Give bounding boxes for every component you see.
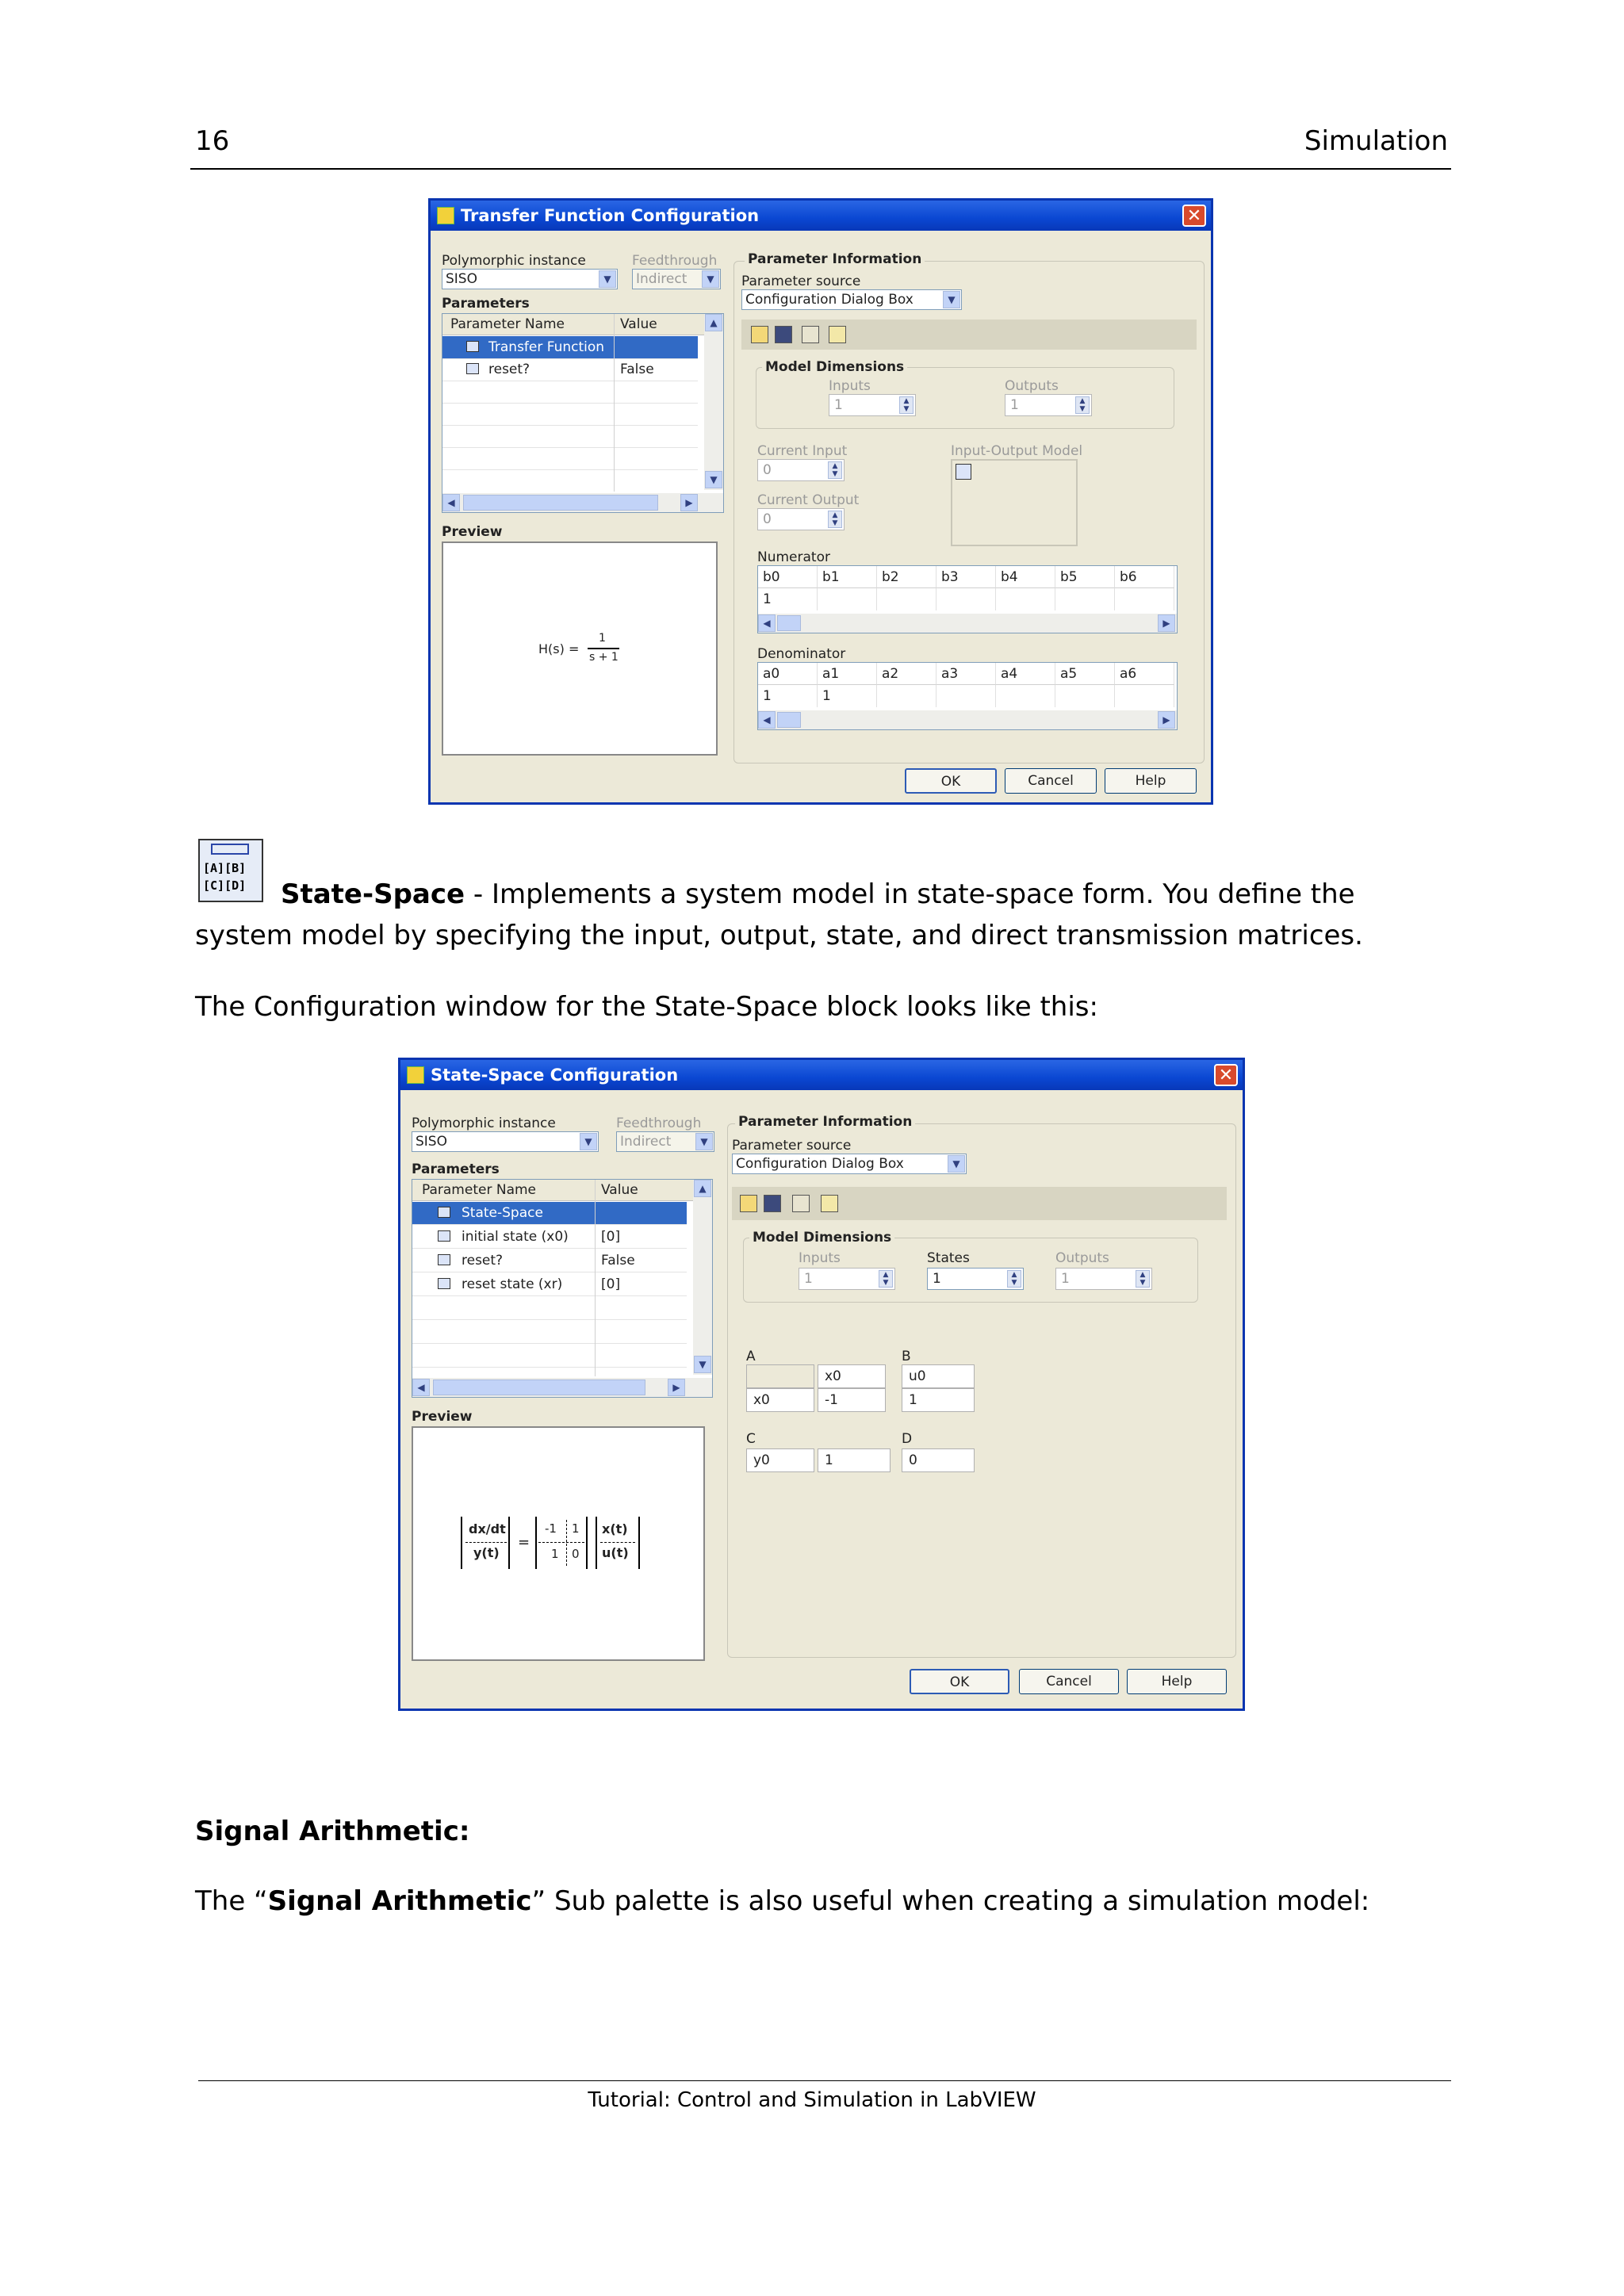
matrix-c-value[interactable]: 1 bbox=[818, 1448, 891, 1472]
numerator-coefficient-cell[interactable] bbox=[996, 588, 1055, 610]
table-row bbox=[412, 1297, 687, 1320]
open-folder-icon[interactable] bbox=[751, 326, 768, 343]
numerator-coefficient-cell[interactable] bbox=[818, 588, 877, 610]
save-icon[interactable] bbox=[775, 326, 792, 343]
denominator-coefficient-cell[interactable] bbox=[877, 685, 936, 707]
table-row bbox=[442, 447, 698, 470]
polymorphic-value: SISO bbox=[416, 1134, 447, 1150]
chevron-down-icon[interactable]: ▼ bbox=[943, 291, 960, 308]
parameter-source-value: Configuration Dialog Box bbox=[736, 1156, 904, 1172]
column-divider bbox=[614, 314, 615, 492]
state-space-dialog bbox=[398, 1058, 1245, 1711]
node-icon bbox=[438, 1278, 450, 1289]
row-name: reset? bbox=[488, 362, 530, 377]
matrix-cell: -1 bbox=[545, 1521, 557, 1536]
denominator-coefficient-header: a0 bbox=[758, 663, 818, 685]
matrix-a-corner bbox=[746, 1364, 814, 1388]
intro-paragraph: The Configuration window for the State-Space block looks like this: bbox=[195, 991, 1098, 1023]
matrix-a-row-header: x0 bbox=[746, 1388, 814, 1412]
cancel-button[interactable]: Cancel bbox=[1019, 1669, 1119, 1694]
col-parameter-name: Parameter Name bbox=[422, 1182, 537, 1198]
denominator-coefficient-header: a6 bbox=[1115, 663, 1174, 685]
scroll-up-icon[interactable]: ▲ bbox=[694, 1180, 711, 1197]
table-row[interactable] bbox=[442, 358, 698, 381]
numerator-coefficient-cell[interactable] bbox=[1115, 588, 1174, 610]
current-output-spinner bbox=[757, 508, 845, 530]
chevron-down-icon[interactable]: ▼ bbox=[580, 1133, 597, 1150]
parameter-source-select[interactable] bbox=[732, 1154, 967, 1174]
table-row[interactable] bbox=[412, 1273, 687, 1296]
numerator-coefficient-cell[interactable] bbox=[877, 588, 936, 610]
preview-label: Preview bbox=[442, 524, 503, 540]
signal-arithmetic-paragraph bbox=[195, 1881, 1448, 1922]
row-name: initial state (x0) bbox=[462, 1229, 569, 1245]
denominator-coefficient-header: a3 bbox=[936, 663, 996, 685]
matrix-d-value[interactable]: 0 bbox=[902, 1448, 975, 1472]
preview-matrix-bracket bbox=[535, 1517, 588, 1569]
scroll-left-icon[interactable]: ◀ bbox=[758, 711, 776, 729]
outputs-spinner bbox=[1005, 394, 1092, 416]
denominator-coefficient-cell[interactable] bbox=[1055, 685, 1115, 707]
denominator-coefficient-header: a5 bbox=[1055, 663, 1115, 685]
transfer-function-dialog bbox=[428, 198, 1213, 805]
denominator-coefficient-cell[interactable]: 1 bbox=[818, 685, 877, 707]
scroll-thumb[interactable] bbox=[433, 1380, 645, 1395]
spinner-arrows-icon: ▲ ▼ bbox=[1136, 1270, 1150, 1288]
horizontal-scrollbar[interactable] bbox=[758, 710, 1177, 729]
numerator-coefficient-header: b1 bbox=[818, 566, 877, 588]
polymorphic-select[interactable] bbox=[442, 269, 618, 289]
states-label: States bbox=[927, 1250, 970, 1266]
parameter-source-label: Parameter source bbox=[732, 1138, 852, 1154]
numerator-coefficient-cell[interactable]: 1 bbox=[758, 588, 818, 610]
outputs-label: Outputs bbox=[1055, 1250, 1109, 1266]
row-name: Transfer Function bbox=[488, 339, 605, 355]
inputs-spinner bbox=[829, 394, 916, 416]
header-rule bbox=[190, 168, 1451, 170]
denominator-coefficient-header: a4 bbox=[996, 663, 1055, 685]
feedthrough-label: Feedthrough bbox=[616, 1115, 702, 1131]
numerator-coefficient-cell[interactable] bbox=[1055, 588, 1115, 610]
matrix-a-col-header: x0 bbox=[818, 1364, 886, 1388]
denominator-coefficient-cell[interactable]: 1 bbox=[758, 685, 818, 707]
node-icon bbox=[466, 363, 479, 374]
numerator-label: Numerator bbox=[757, 549, 830, 565]
dashed-divider bbox=[566, 1520, 567, 1566]
signal-text-prefix: The “ bbox=[195, 1885, 268, 1917]
state-space-name: State-Space bbox=[281, 878, 465, 910]
spinner-arrows-icon: ▲ ▼ bbox=[1075, 396, 1090, 414]
inputs-label: Inputs bbox=[799, 1250, 841, 1266]
polymorphic-value: SISO bbox=[446, 271, 477, 287]
page-footer: Tutorial: Control and Simulation in LabVIEW bbox=[588, 2088, 1036, 2112]
toolbar bbox=[741, 320, 1197, 350]
numerator-header-row bbox=[758, 566, 1177, 588]
numerator-coefficient-header: b5 bbox=[1055, 566, 1115, 588]
preview-panel bbox=[442, 541, 718, 756]
numerator-table bbox=[757, 565, 1178, 633]
feedthrough-value: Indirect bbox=[636, 271, 688, 287]
chevron-down-icon[interactable]: ▼ bbox=[599, 270, 616, 288]
denominator-coefficient-header: a1 bbox=[818, 663, 877, 685]
dialog-titlebar bbox=[431, 201, 1211, 231]
feedthrough-label: Feedthrough bbox=[632, 253, 718, 269]
denominator-coefficient-cell[interactable] bbox=[1115, 685, 1174, 707]
denominator-coefficient-cell[interactable] bbox=[936, 685, 996, 707]
ok-button[interactable]: OK bbox=[905, 768, 997, 794]
numerator-coefficient-header: b2 bbox=[877, 566, 936, 588]
scroll-right-icon[interactable]: ▶ bbox=[1158, 614, 1175, 632]
preview-numerator: 1 bbox=[599, 632, 606, 645]
page-number: 16 bbox=[195, 125, 230, 157]
numerator-coefficient-header: b4 bbox=[996, 566, 1055, 588]
matrix-cell: 0 bbox=[572, 1547, 580, 1561]
dialog-title: Transfer Function Configuration bbox=[461, 206, 760, 225]
scroll-thumb[interactable] bbox=[777, 615, 801, 631]
paste-icon[interactable] bbox=[821, 1195, 838, 1212]
states-spinner[interactable] bbox=[927, 1268, 1024, 1290]
matrix-b-col-header: u0 bbox=[902, 1364, 975, 1388]
section-title: Simulation bbox=[1304, 125, 1448, 157]
scroll-left-icon[interactable]: ◀ bbox=[412, 1379, 430, 1396]
state-space-description bbox=[195, 874, 1448, 956]
inputs-value: 1 bbox=[834, 397, 843, 413]
spinner-arrows-icon[interactable]: ▲ ▼ bbox=[1007, 1270, 1021, 1288]
denominator-label: Denominator bbox=[757, 646, 846, 662]
current-output-label: Current Output bbox=[757, 492, 860, 508]
table-row bbox=[412, 1345, 687, 1368]
parameter-source-label: Parameter source bbox=[741, 274, 861, 289]
preview-rhs-bottom: u(t) bbox=[602, 1545, 629, 1560]
dialog-titlebar bbox=[400, 1060, 1243, 1090]
outputs-label: Outputs bbox=[1005, 378, 1059, 394]
row-value: False bbox=[601, 1253, 635, 1269]
dashed-divider bbox=[465, 1542, 507, 1543]
row-value: [0] bbox=[601, 1276, 621, 1292]
spinner-arrows-icon: ▲ ▼ bbox=[879, 1270, 893, 1288]
column-divider bbox=[595, 1180, 596, 1376]
spinner-arrows-icon: ▲ ▼ bbox=[899, 396, 914, 414]
scroll-left-icon[interactable]: ◀ bbox=[758, 614, 776, 632]
current-input-value: 0 bbox=[763, 462, 772, 478]
block-matrix-line: [C][D] bbox=[203, 878, 247, 893]
table-row[interactable] bbox=[412, 1202, 687, 1225]
labview-app-icon bbox=[407, 1066, 424, 1084]
row-value: False bbox=[620, 362, 654, 377]
table-header bbox=[442, 314, 704, 335]
current-output-value: 0 bbox=[763, 511, 772, 527]
matrix-cell: 1 bbox=[572, 1521, 580, 1536]
preview-panel bbox=[412, 1426, 705, 1661]
vertical-scrollbar[interactable] bbox=[693, 1180, 712, 1375]
node-icon bbox=[438, 1254, 450, 1265]
col-value: Value bbox=[620, 316, 657, 332]
scroll-thumb[interactable] bbox=[777, 712, 801, 728]
io-model-icon bbox=[956, 464, 971, 480]
paste-icon[interactable] bbox=[829, 326, 846, 343]
parameters-label: Parameters bbox=[442, 296, 530, 312]
scroll-down-icon[interactable]: ▼ bbox=[705, 471, 722, 488]
scroll-down-icon[interactable]: ▼ bbox=[694, 1356, 711, 1373]
numerator-coefficient-header: b6 bbox=[1115, 566, 1174, 588]
matrix-c-label: C bbox=[746, 1431, 756, 1447]
row-value: [0] bbox=[601, 1229, 621, 1245]
table-row bbox=[412, 1321, 687, 1344]
footer-rule bbox=[198, 2080, 1451, 2081]
denominator-coefficient-cell[interactable] bbox=[996, 685, 1055, 707]
io-model-label: Input-Output Model bbox=[951, 443, 1083, 459]
spinner-arrows-icon: ▲ ▼ bbox=[828, 461, 842, 479]
inputs-label: Inputs bbox=[829, 378, 871, 394]
matrix-b-value[interactable]: 1 bbox=[902, 1388, 975, 1412]
horizontal-scrollbar[interactable] bbox=[758, 614, 1177, 633]
parameters-table bbox=[412, 1179, 713, 1398]
denominator-value-row bbox=[758, 685, 1177, 707]
matrix-b-label: B bbox=[902, 1349, 911, 1364]
preview-lhs: H(s) = bbox=[538, 641, 580, 656]
model-dimensions-group bbox=[756, 367, 1174, 429]
table-row[interactable] bbox=[412, 1226, 687, 1249]
parameter-information-label: Parameter Information bbox=[745, 251, 925, 267]
scroll-right-icon[interactable]: ▶ bbox=[1158, 711, 1175, 729]
states-value: 1 bbox=[933, 1271, 941, 1287]
scroll-left-icon[interactable]: ◀ bbox=[442, 494, 460, 511]
scroll-right-icon[interactable]: ▶ bbox=[668, 1379, 685, 1396]
help-button[interactable]: Help bbox=[1105, 768, 1197, 794]
polymorphic-label: Polymorphic instance bbox=[412, 1115, 556, 1131]
spinner-arrows-icon: ▲ ▼ bbox=[828, 511, 842, 528]
table-header bbox=[412, 1180, 693, 1201]
numerator-coefficient-header: b0 bbox=[758, 566, 818, 588]
preview-label: Preview bbox=[412, 1409, 473, 1425]
vertical-scrollbar[interactable] bbox=[704, 314, 723, 490]
matrix-c-row-header: y0 bbox=[746, 1448, 814, 1472]
signal-text-suffix: ” Sub palette is also useful when creating a simulation model: bbox=[531, 1885, 1370, 1917]
row-name: reset? bbox=[462, 1253, 504, 1269]
chevron-down-icon: ▼ bbox=[702, 270, 719, 288]
table-row[interactable] bbox=[412, 1249, 687, 1272]
matrix-a-label: A bbox=[746, 1349, 756, 1364]
matrix-cell: 1 bbox=[551, 1547, 559, 1561]
parameters-table bbox=[442, 313, 724, 513]
table-row bbox=[442, 381, 698, 404]
numerator-coefficient-header: b3 bbox=[936, 566, 996, 588]
dashed-divider bbox=[600, 1542, 635, 1543]
state-space-text: - Implements a system model in state-space form. You define the system model by specifying the input, output, state, and direct transmission matrices. bbox=[195, 878, 1363, 951]
inputs-spinner bbox=[799, 1268, 895, 1290]
io-model-box bbox=[951, 459, 1078, 546]
chevron-down-icon[interactable]: ▼ bbox=[948, 1155, 965, 1173]
close-button[interactable]: ✕ bbox=[1182, 205, 1206, 227]
table-row bbox=[442, 403, 698, 426]
outputs-value: 1 bbox=[1061, 1271, 1070, 1287]
table-row[interactable] bbox=[442, 336, 698, 359]
toolbar bbox=[732, 1187, 1227, 1220]
signal-text-bold: Signal Arithmetic bbox=[267, 1885, 532, 1917]
denominator-header-row bbox=[758, 663, 1177, 685]
node-icon bbox=[466, 341, 479, 352]
scroll-up-icon[interactable]: ▲ bbox=[705, 314, 722, 331]
current-input-spinner bbox=[757, 459, 845, 481]
labview-app-icon bbox=[437, 207, 454, 224]
node-icon bbox=[438, 1230, 450, 1242]
matrix-a-value[interactable]: -1 bbox=[818, 1388, 886, 1412]
close-button[interactable]: ✕ bbox=[1214, 1064, 1238, 1086]
model-dimensions-label: Model Dimensions bbox=[749, 1230, 894, 1246]
ok-button[interactable]: OK bbox=[910, 1669, 1009, 1694]
current-input-label: Current Input bbox=[757, 443, 848, 459]
save-icon[interactable] bbox=[764, 1195, 781, 1212]
model-dimensions-label: Model Dimensions bbox=[762, 359, 907, 375]
scroll-right-icon[interactable]: ▶ bbox=[680, 494, 698, 511]
preview-denominator: s + 1 bbox=[589, 651, 619, 664]
dashed-divider bbox=[538, 1542, 584, 1543]
preview-lhs-bottom: y(t) bbox=[473, 1545, 500, 1560]
denominator-coefficient-header: a2 bbox=[877, 663, 936, 685]
signal-arithmetic-heading: Signal Arithmetic: bbox=[195, 1816, 470, 1847]
horizontal-scrollbar[interactable] bbox=[412, 1378, 712, 1397]
matrix-d-label: D bbox=[902, 1431, 913, 1447]
copy-icon[interactable] bbox=[792, 1195, 810, 1212]
inputs-value: 1 bbox=[804, 1271, 813, 1287]
polymorphic-label: Polymorphic instance bbox=[442, 253, 586, 269]
parameter-source-select[interactable] bbox=[741, 289, 962, 310]
numerator-value-row bbox=[758, 588, 1177, 610]
preview-equals: = bbox=[518, 1534, 530, 1551]
parameter-source-value: Configuration Dialog Box bbox=[745, 292, 914, 308]
block-matrix-line: [A][B] bbox=[203, 861, 247, 875]
table-row bbox=[442, 425, 698, 448]
polymorphic-select[interactable] bbox=[412, 1131, 599, 1152]
preview-lhs-top: dx/dt bbox=[469, 1521, 506, 1536]
parameters-label: Parameters bbox=[412, 1161, 500, 1177]
fraction-bar bbox=[588, 648, 619, 649]
help-button[interactable]: Help bbox=[1127, 1669, 1227, 1694]
row-name: State-Space bbox=[462, 1205, 543, 1221]
horizontal-scrollbar[interactable] bbox=[442, 493, 723, 512]
outputs-value: 1 bbox=[1010, 397, 1019, 413]
row-name: reset state (xr) bbox=[462, 1276, 563, 1292]
feedthrough-select bbox=[616, 1131, 714, 1152]
feedthrough-value: Indirect bbox=[620, 1134, 672, 1150]
copy-icon[interactable] bbox=[802, 326, 819, 343]
scroll-thumb[interactable] bbox=[463, 495, 658, 511]
open-folder-icon[interactable] bbox=[740, 1195, 757, 1212]
col-parameter-name: Parameter Name bbox=[450, 316, 565, 332]
chevron-down-icon: ▼ bbox=[695, 1133, 713, 1150]
dialog-title: State-Space Configuration bbox=[431, 1066, 679, 1085]
node-icon bbox=[438, 1207, 450, 1218]
block-top-connector bbox=[211, 844, 249, 855]
denominator-table bbox=[757, 662, 1178, 730]
cancel-button[interactable]: Cancel bbox=[1005, 768, 1097, 794]
preview-rhs-top: x(t) bbox=[602, 1521, 628, 1536]
outputs-spinner bbox=[1055, 1268, 1152, 1290]
numerator-coefficient-cell[interactable] bbox=[936, 588, 996, 610]
col-value: Value bbox=[601, 1182, 638, 1198]
parameter-information-label: Parameter Information bbox=[735, 1114, 915, 1130]
feedthrough-select bbox=[632, 269, 721, 289]
